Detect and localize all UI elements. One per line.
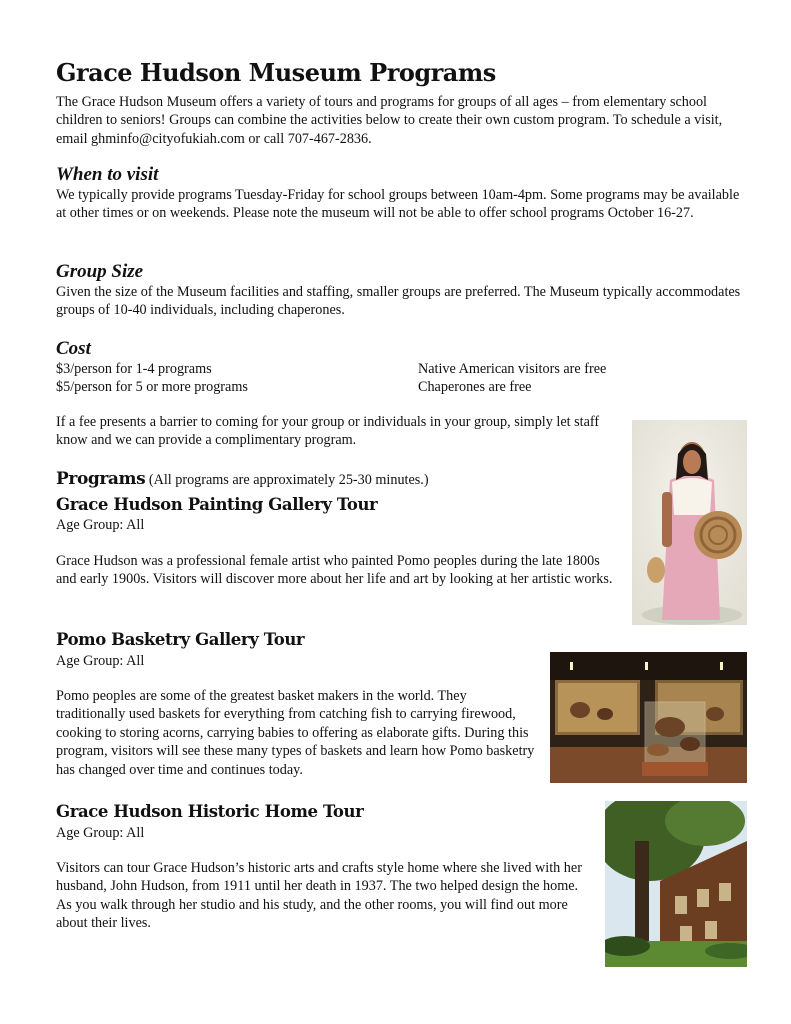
cost-line: $3/person for 1-4 programs (56, 361, 212, 377)
programs-heading (56, 468, 429, 491)
page-title: Grace Hudson Museum Programs (56, 58, 496, 87)
basketry-gallery-photo (550, 652, 747, 783)
historic-home-photo (605, 801, 747, 967)
group-size-heading: Group Size (56, 261, 144, 282)
cost-line: $5/person for 5 or more programs (56, 379, 248, 395)
intro-paragraph: The Grace Hudson Museum offers a variety of tours and programs for groups of all ages – from elementary school children to seniors! Groups can combine the activities below to create their own custom program. To schedule a visit, email ghminfo@cityofukiah.com or call 707-467-2836. (56, 94, 723, 147)
group-size-paragraph: Given the size of the Museum facilities and staffing, smaller groups are preferred. The Museum typically accommodates groups of 10-40 individuals, including chaperones. (56, 284, 741, 319)
program-title: Grace Hudson Historic Home Tour (56, 802, 364, 821)
cost-line: Native American visitors are free (418, 361, 607, 377)
programs-title: Programs (56, 469, 146, 489)
program-title: Grace Hudson Painting Gallery Tour (56, 495, 378, 514)
cost-line: Chaperones are free (418, 379, 532, 395)
program-age: Age Group: All (56, 653, 145, 669)
program-description: Visitors can tour Grace Hudson’s historic arts and crafts style home where she lived with her husband, John Hudson, from 1911 until her death in 1937. The two helped design the home. As you walk through her studio and his study, and the other rooms, you will find out more about their lives. (56, 860, 582, 932)
historic-home-image (605, 801, 747, 967)
program-description: Pomo peoples are some of the greatest basket makers in the world. They traditionally used baskets for everything from catching fish to carrying firewood, cooking to storing acorns, carrying babies to offering as elaborate gifts. During this program, visitors will see these many types of baskets and learn how Pomo basketry has changed over time and continues today. (56, 688, 535, 778)
when-paragraph: We typically provide programs Tuesday-Friday for school groups between 10am-4pm. Some programs may be available at other times or on weekends. Please note the museum will not be able to offer school programs October 16-27. (56, 187, 740, 222)
program-description: Grace Hudson was a professional female artist who painted Pomo peoples during the late 1800s and early 1900s. Visitors will discover more about her life and art by looking at her artistic works. (56, 553, 613, 588)
cost-heading: Cost (56, 338, 91, 359)
cost-note: If a fee presents a barrier to coming for your group or individuals in your group, simply let staff know and we can provide a complimentary program. (56, 414, 600, 449)
painting-photo (632, 420, 747, 625)
programs-subtitle: (All programs are approximately 25-30 minutes.) (148, 472, 429, 488)
program-age: Age Group: All (56, 517, 145, 533)
when-heading: When to visit (56, 164, 159, 185)
program-title: Pomo Basketry Gallery Tour (56, 630, 305, 649)
painting-image (632, 420, 747, 625)
program-age: Age Group: All (56, 825, 145, 841)
basketry-gallery-image (550, 652, 747, 783)
